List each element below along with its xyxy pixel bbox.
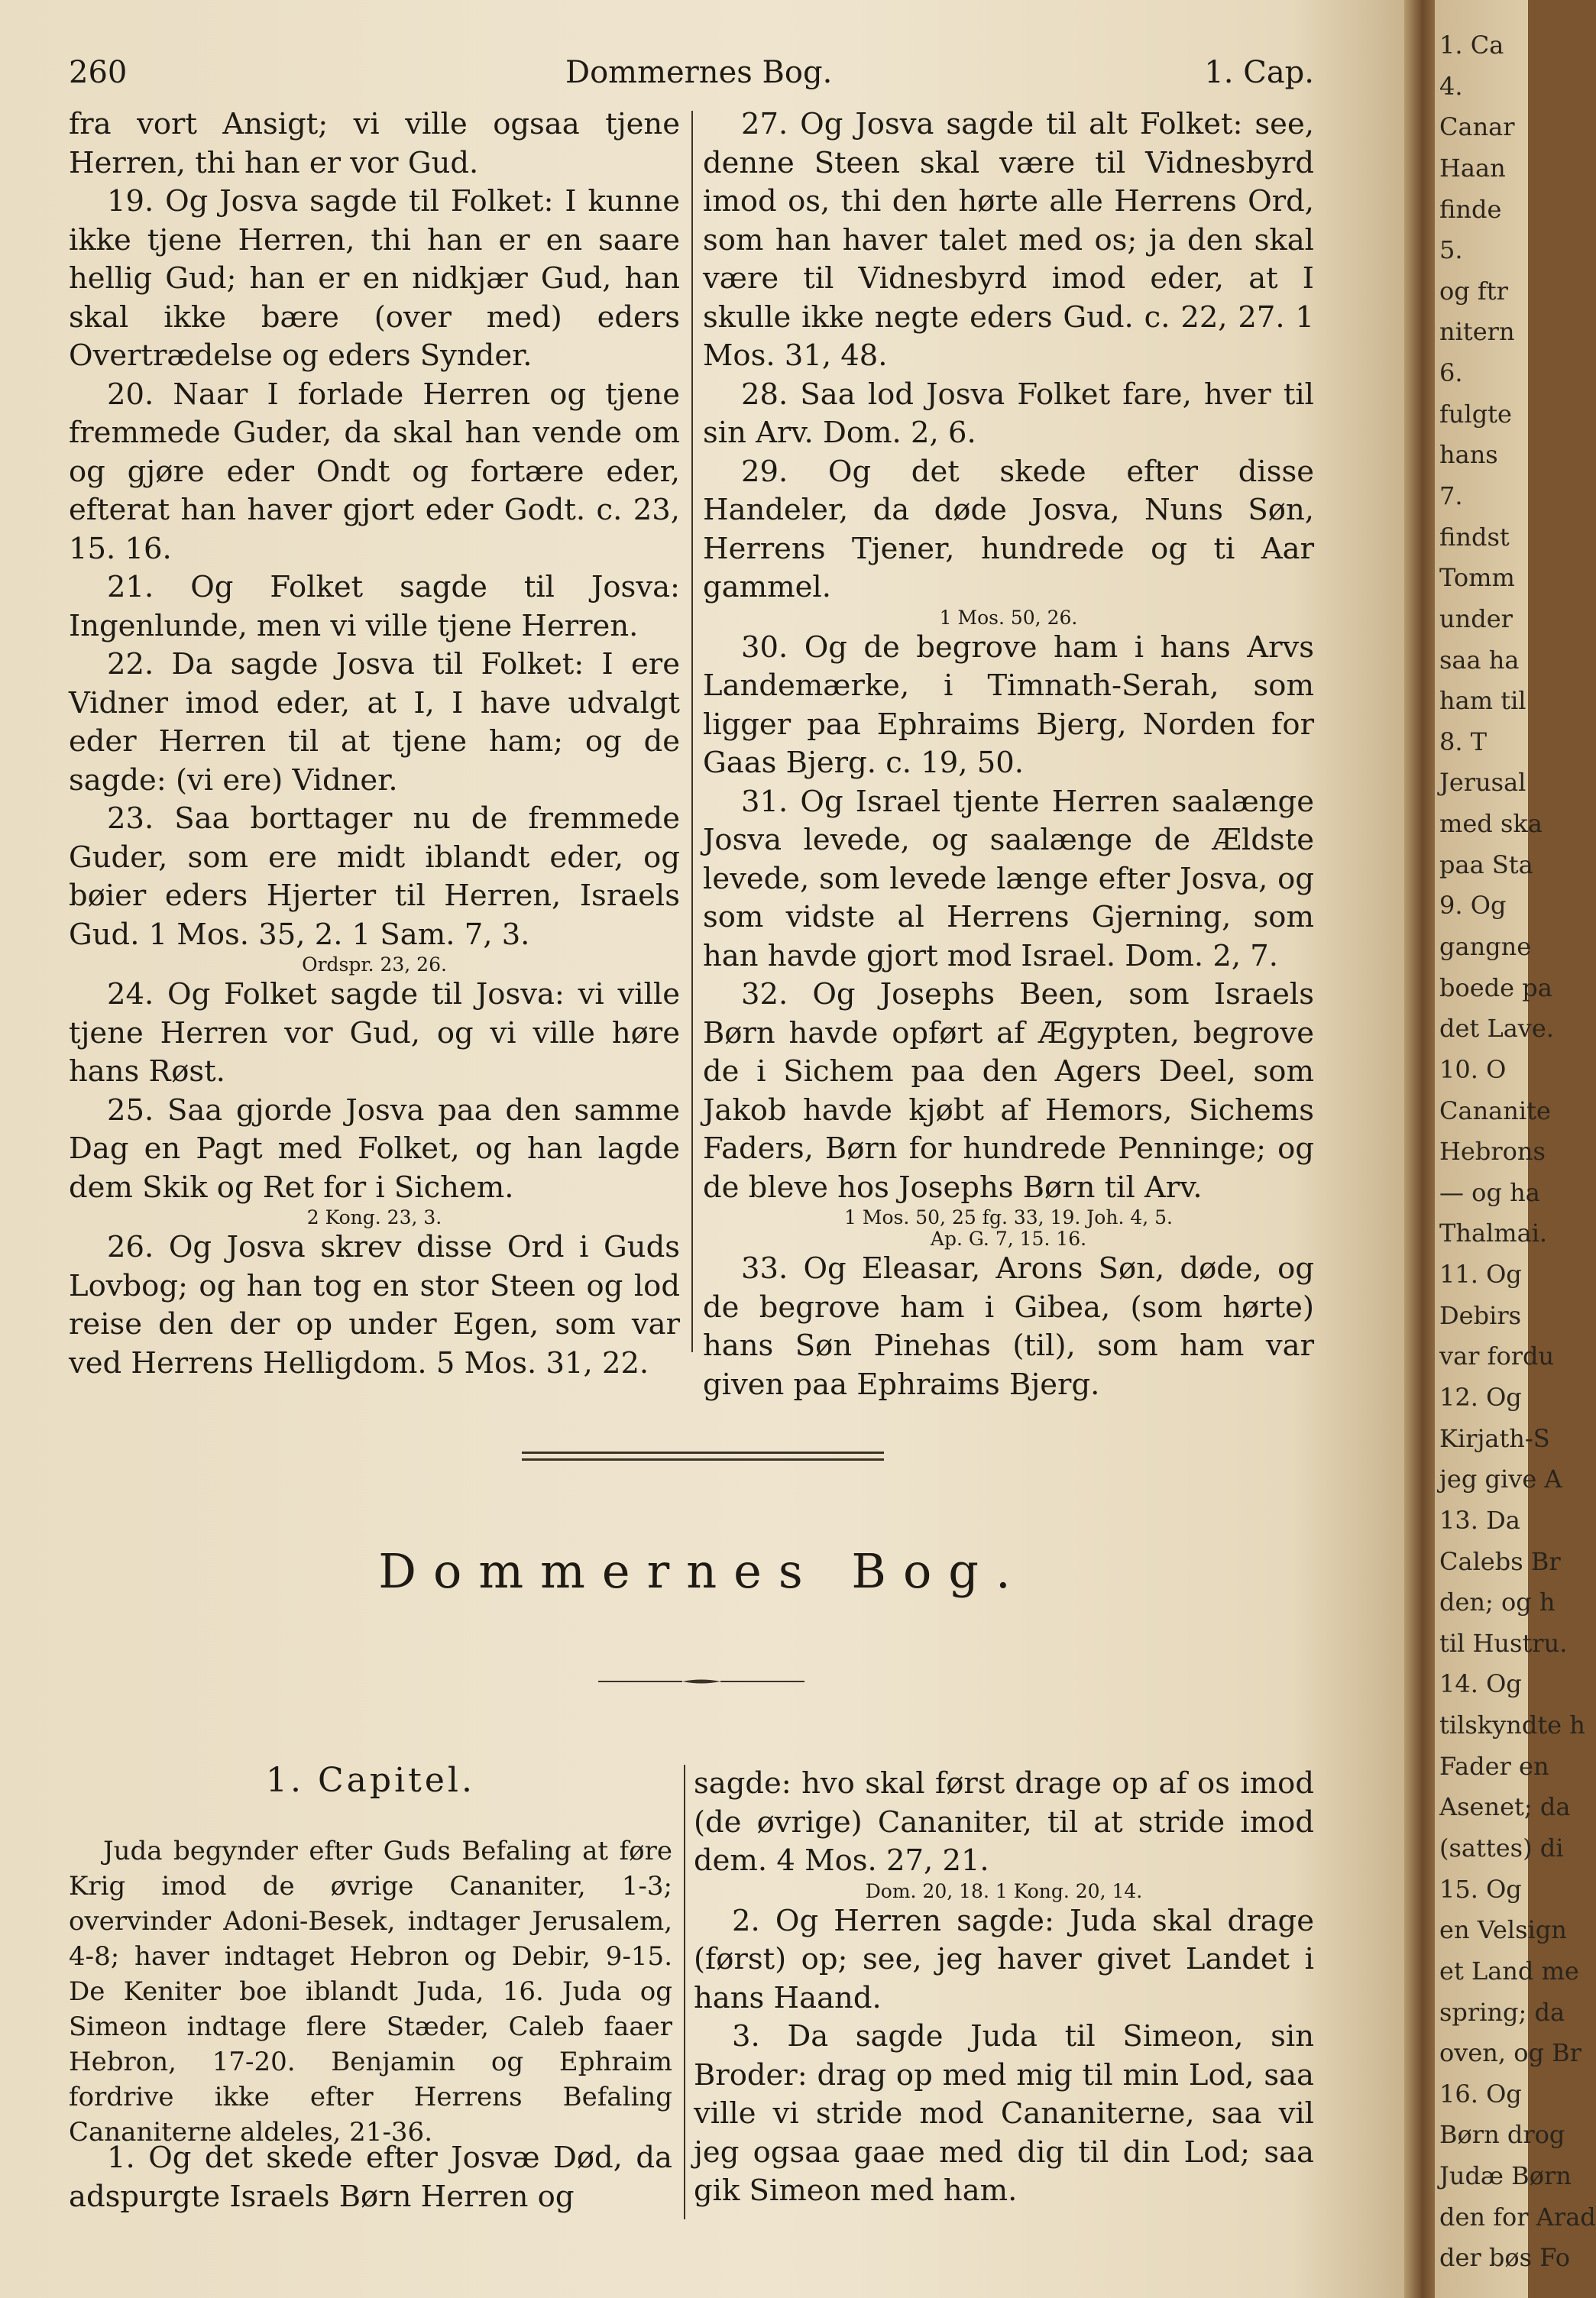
running-title: Dommernes Bog. [565,55,833,90]
facing-page-fragment: Tomm [1439,563,1515,593]
left-verse: 24. Og Folket sagde til Josva: vi ville tjene Herren vor Gud, og vi ville høre hans Røst. [69,977,680,1089]
facing-page-fragment: jeg give A [1439,1465,1562,1494]
facing-page-fragment: 15. Og [1439,1874,1522,1904]
facing-page-fragment: der bøs Fo [1439,2243,1570,2273]
facing-page-fragment: spring; da [1439,1997,1565,2027]
chapter-summary-text: Juda begynder efter Guds Befaling at føre Krig imod de øvrige Cananiter, 1-3; overvinder Adoni-Besek, indtager Jerusalem, 4-8; haver indtaget Hebron og Debir, 9-15. De Keniter boe iblandt Juda, 16. Juda og Simeon indtage flere Stæder, Caleb faaer Hebron, 17-20. Benjamin og Ephraim fordrive ikke efter Herrens Befaling Cananiterne aldeles, 21-36. [69,1836,672,2147]
facing-page-edge [1435,0,1596,2298]
facing-page-fragment: 16. Og [1439,2079,1522,2109]
facing-page-fragment: — og ha [1439,1177,1540,1207]
right-verse: 28. Saa lod Josva Folket fare, hver til sin Arv. Dom. 2, 6. [703,377,1314,450]
facing-page-fragment: det Lave. [1439,1014,1554,1044]
right-verse: 32. Og Josephs Been, som Israels Børn havde opført af Ægypten, begrove de i Sichem paa den Agers Deel, som Jakob havde kjøbt af Hemors, Sichems Faders, Børn for hundrede Penninge; og de bleve hos Josephs Børn til Arv. [703,977,1314,1205]
lower-right-verse: sagde: hvo skal først drage op af os imod (de øvrige) Cananiter, til at stride imod dem. 4 Mos. 27, 21. [694,1766,1314,1878]
facing-page-fragment: Thalmai. [1439,1219,1548,1248]
right-verse: 27. Og Josva sagde til alt Folket: see, denne Steen skal være til Vidnesbyrd imod os, thi den hørte alle Herrens Ord, som han haver talet med os; ja den skal være til Vidnesbyrd imod eder, at I skulle ikke negte eders Gud. c. 22, 27. 1 Mos. 31, 48. [703,107,1314,373]
facing-page-fragment: 12. Og [1439,1383,1522,1412]
facing-page-fragment: fulgte [1439,399,1512,429]
lower-right-column [694,1765,1314,2211]
facing-page-fragment: et Land me [1439,1956,1579,1986]
lower-left-column [69,2139,672,2216]
facing-page-fragment: (sattes) di [1439,1834,1564,1863]
right-verse: 29. Og det skede efter disse Handeler, da døde Josva, Nuns Søn, Herrens Tjener, hundrede og ti Aar gammel. [703,454,1314,604]
running-chapter: 1. Cap. [1204,55,1314,90]
facing-page-fragment: med ska [1439,809,1543,839]
facing-page-fragment: 11. Og [1439,1260,1522,1290]
left-cross-reference: Ordspr. 23, 26. [302,953,447,976]
facing-page-fragment: under [1439,604,1513,633]
facing-page-fragment: 7. [1439,481,1463,510]
facing-page-fragment: 5. [1439,235,1463,265]
lower-right-cross-reference: Dom. 20, 18. 1 Kong. 20, 14. [865,1879,1143,1902]
column-divider [691,111,693,1352]
facing-page-fragment: Børn drog [1439,2120,1565,2150]
chapter-summary [69,1834,672,2150]
lower-right-verse: 3. Da sagde Juda til Simeon, sin Broder: drag op med mig til min Lod, saa ville vi stride mod Cananiterne, saa vil jeg ogsaa gaae med dig til din Lod; saa gik Simeon med ham. [694,2019,1314,2208]
facing-page-fragment: Jerusal [1439,768,1526,798]
left-verse: fra vort Ansigt; vi ville ogsaa tjene Herren, thi han er vor Gud. [69,107,680,180]
running-header [69,55,1314,101]
facing-page-fragment: saa ha [1439,645,1520,675]
right-cross-reference: Ap. G. 7, 15. 16. [930,1228,1087,1250]
facing-page-fragment: Cananite [1439,1096,1551,1125]
facing-page-fragment: Haan [1439,153,1506,183]
facing-page-fragment: 8. T [1439,727,1488,756]
facing-page-fragment: boede pa [1439,973,1552,1002]
facing-page-fragment: var fordu [1439,1342,1555,1371]
facing-page-fragment: til Hustru. [1439,1628,1568,1658]
right-text-column [703,105,1314,1404]
right-verse: 33. Og Eleasar, Arons Søn, døde, og de begrove ham i Gibea, (som hørte) hans Søn Pinehas (til), som ham var given paa Ephraims Bjerg. [703,1251,1314,1402]
facing-page-fragment: den for Arad [1439,2202,1596,2232]
lower-column-divider [684,1765,685,2219]
page-number: 260 [69,55,128,90]
left-verse: 21. Og Folket sagde til Josva: Ingenlunde, men vi ville tjene Herren. [69,570,680,643]
facing-page-fragment: Hebrons [1439,1137,1546,1167]
facing-page-fragment: findst [1439,522,1510,552]
facing-page-fragment: Kirjath-S [1439,1423,1550,1453]
facing-page-fragment: 14. Og [1439,1669,1522,1699]
facing-page-fragment: Calebs Br [1439,1546,1561,1576]
facing-page-fragment: hans [1439,440,1498,470]
left-verse: 22. Da sagde Josva til Folket: I ere Vidner imod eder, at I, I have udvalgt eder Herren til at tjene ham; og de sagde: (vi ere) Vidner. [69,647,680,798]
facing-page-fragment: og ftr [1439,276,1508,306]
facing-page-fragment: 13. Da [1439,1505,1520,1535]
chapter-title: 1. Capitel. [266,1761,475,1800]
facing-page-fragment: ham til [1439,686,1526,716]
lower-left-verse: 1. Og det skede efter Josvæ Død, da adspurgte Israels Børn Herren og [69,2141,672,2214]
facing-page-fragment: Canar [1439,112,1515,142]
facing-page-fragment: Judæ Børn [1439,2161,1572,2191]
left-verse: 19. Og Josva sagde til Folket: I kunne ikke tjene Herren, thi han er en saare hellig Gud; han er en nidkjær Gud, han skal ikke bære (over med) eders Overtrædelse og eders Synder. [69,184,680,373]
right-verse: 30. Og de begrove ham i hans Arvs Landemærke, i Timnath-Serah, som ligger paa Ephraims Bjerg, Norden for Gaas Bjerg. c. 19, 50. [703,630,1314,780]
right-cross-reference: 1 Mos. 50, 25 fg. 33, 19. Joh. 4, 5. [844,1206,1173,1228]
facing-page-fragment: 4. [1439,71,1463,101]
left-cross-reference: 2 Kong. 23, 3. [306,1206,442,1228]
lower-right-verse: 2. Og Herren sagde: Juda skal drage (først) op; see, jeg haver givet Landet i hans Haand. [694,1903,1314,2015]
facing-page-fragment: oven, og Br [1439,2038,1581,2068]
facing-page-fragment: Asenet; da [1439,1792,1571,1822]
book-gutter [1404,0,1435,2298]
facing-page-fragment: 1. Ca [1439,31,1504,60]
book-title: Dommernes Bog. [378,1543,1028,1599]
facing-page-fragment: nitern [1439,317,1515,347]
facing-page-fragment: en Velsign [1439,1915,1567,1945]
ornament-rule [598,1678,804,1685]
left-verse: 20. Naar I forlade Herren og tjene fremmede Guder, da skal han vende om og gjøre eder Ondt og fortære eder, efterat han haver gjort eder Godt. c. 23, 15. 16. [69,377,680,566]
left-text-column [69,105,680,1383]
facing-page-fragment: 9. Og [1439,891,1507,921]
right-verse: 31. Og Israel tjente Herren saalænge Josva levede, og saalænge de Ældste levede, som levede længe efter Josva, og som vidste al Herrens Gjerning, som han havde gjort mod Israel. Dom. 2, 7. [703,784,1314,973]
left-verse: 23. Saa borttager nu de fremmede Guder, som ere midt iblandt eder, og bøier eders Hjerter til Herren, Israels Gud. 1 Mos. 35, 2. 1 Sam. 7, 3. [69,801,680,952]
left-verse: 26. Og Josva skrev disse Ord i Guds Lovbog; og han tog en stor Steen og lod reise den der op under Egen, som var ved Herrens Helligdom. 5 Mos. 31, 22. [69,1230,680,1380]
facing-page-fragment: Debirs [1439,1300,1522,1330]
facing-page-fragment: den; og h [1439,1588,1556,1617]
facing-page-fragment: gangne [1439,932,1532,961]
section-double-rule [522,1452,884,1461]
left-verse: 25. Saa gjorde Josva paa den samme Dag en Pagt med Folket, og han lagde dem Skik og Ret for i Sichem. [69,1092,680,1205]
right-cross-reference: 1 Mos. 50, 26. [939,606,1078,629]
facing-page-fragment: finde [1439,194,1502,224]
facing-page-fragment: 10. O [1439,1054,1507,1084]
facing-page-fragment: 6. [1439,358,1463,388]
facing-page-fragment: paa Sta [1439,850,1533,879]
facing-page-fragment: Fader en [1439,1751,1549,1781]
facing-page-fragment: tilskyndte h [1439,1711,1585,1740]
